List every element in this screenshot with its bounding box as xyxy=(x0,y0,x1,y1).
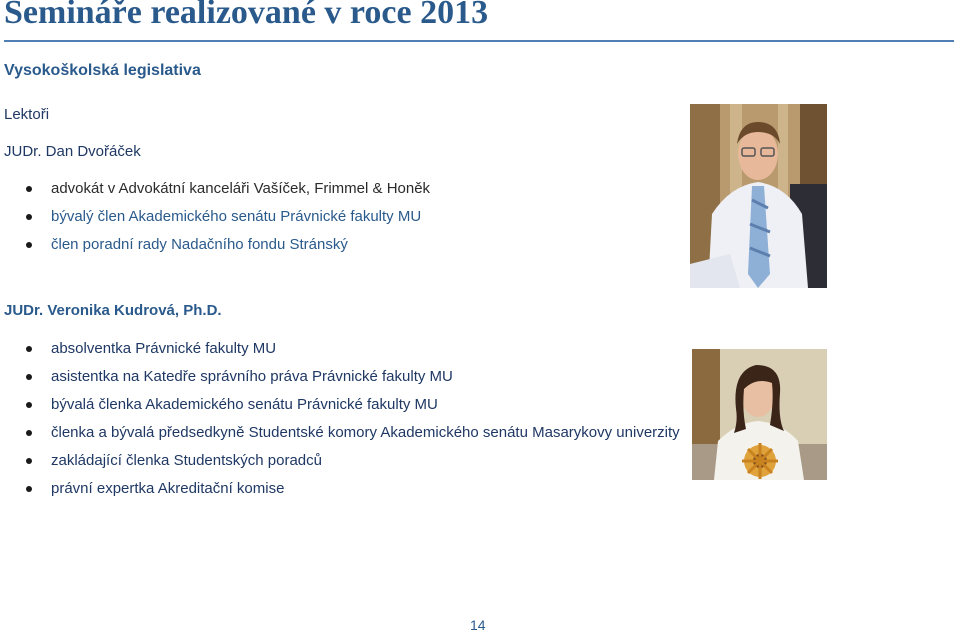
lector-name: JUDr. Dan Dvořáček xyxy=(4,143,141,160)
bullet-icon xyxy=(26,374,32,380)
list-item xyxy=(0,179,430,207)
lector-bio-list xyxy=(0,339,680,507)
list-item-text: členka a bývalá předsedkyně Studentské komory Akademického senátu Masarykovy univerzity xyxy=(51,424,680,441)
lector-photo-man xyxy=(690,104,827,288)
bullet-icon xyxy=(26,186,32,192)
list-item-text: asistentka na Katedře správního práva Právnické fakulty MU xyxy=(51,368,453,385)
list-item xyxy=(0,235,430,263)
list-item xyxy=(0,207,430,235)
bullet-icon xyxy=(26,242,32,248)
bullet-icon xyxy=(26,346,32,352)
list-item xyxy=(0,367,680,395)
list-item-text: absolventka Právnické fakulty MU xyxy=(51,340,277,357)
bullet-icon xyxy=(26,402,32,408)
seminar-subtitle: Vysokoškolská legislativa xyxy=(4,62,201,79)
bullet-icon xyxy=(26,214,32,220)
lectors-label: Lektoři xyxy=(4,106,50,123)
list-item xyxy=(0,479,680,507)
list-item xyxy=(0,339,680,367)
lector-photo-woman xyxy=(692,349,827,480)
list-item-text: bývalý člen Akademického senátu Právnické fakulty MU xyxy=(51,208,422,225)
list-item-text: člen poradní rady Nadačního fondu Stránský xyxy=(51,236,348,253)
lector-name: JUDr. Veronika Kudrová, Ph.D. xyxy=(4,302,222,319)
list-item-text: bývalá členka Akademického senátu Právnické fakulty MU xyxy=(51,396,438,413)
page-number: 14 xyxy=(470,617,486,633)
portrait-man-image xyxy=(690,104,827,288)
title-divider xyxy=(4,40,954,42)
list-item-text: právní expertka Akreditační komise xyxy=(51,480,285,497)
bullet-icon xyxy=(26,486,32,492)
page-title: Semináře realizované v roce 2013 xyxy=(4,0,489,31)
lector-bio-list xyxy=(0,179,430,263)
list-item xyxy=(0,395,680,423)
list-item xyxy=(0,451,680,479)
bullet-icon xyxy=(26,430,32,436)
list-item-text: advokát v Advokátní kanceláři Vašíček, Frimmel & Honěk xyxy=(51,180,431,197)
list-item xyxy=(0,423,680,451)
portrait-woman-image xyxy=(692,349,827,480)
list-item-text: zakládající členka Studentských poradců xyxy=(51,452,322,469)
bullet-icon xyxy=(26,458,32,464)
